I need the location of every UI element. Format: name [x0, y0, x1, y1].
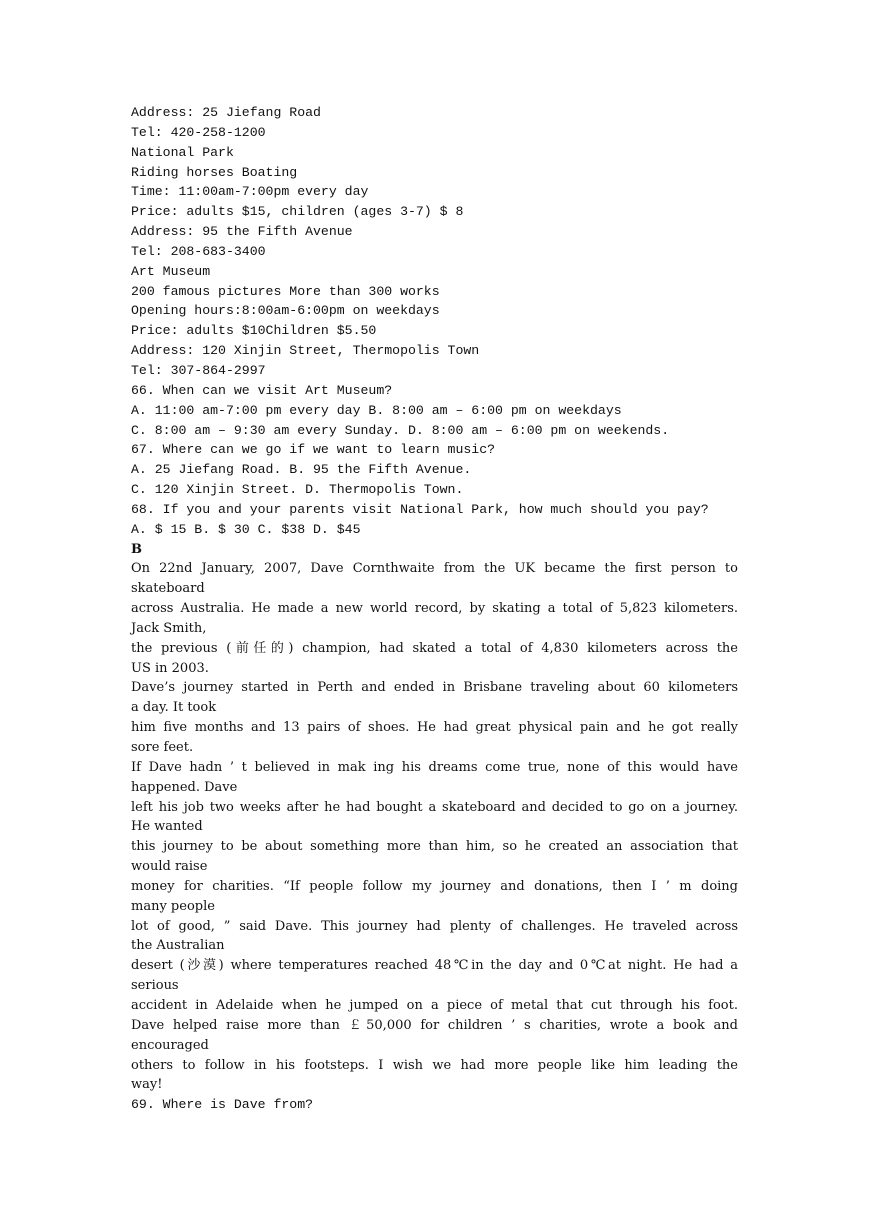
text-line: 68. If you and your parents visit National Park, how much should you pay?	[131, 501, 709, 517]
document-page	[131, 103, 738, 1115]
text-line: left his job two weeks after he had bought a skateboard and decided to go on a journey.	[131, 799, 738, 815]
text-line: Price: adults $10Children $5.50	[131, 323, 377, 339]
text-line: a day. It took	[131, 700, 217, 716]
text-line: Opening hours:8:00am-6:00pm on weekdays	[131, 303, 440, 319]
text-line: way!	[131, 1077, 163, 1093]
section-a-listing	[131, 103, 738, 540]
text-line: A. 25 Jiefang Road. B. 95 the Fifth Avenue.	[131, 462, 472, 478]
text-line: National Park	[131, 144, 234, 160]
text-line: He wanted	[131, 819, 203, 835]
section-b-passage	[131, 559, 738, 1095]
text-line: Address: 25 Jiefang Road	[131, 105, 321, 120]
text-line: Address: 95 the Fifth Avenue	[131, 224, 353, 240]
text-line: serious	[131, 978, 179, 994]
text-line: Price: adults $15, children (ages 3-7) $ 8	[131, 204, 464, 220]
text-line: C. 8:00 am – 9:30 am every Sunday. D. 8:00 am – 6:00 pm on weekends.	[131, 422, 670, 438]
text-line: others to follow in his footsteps. I wish we had more people like him leading the	[131, 1057, 738, 1073]
text-line: the Australian	[131, 938, 225, 954]
text-line: Time: 11:00am-7:00pm every day	[131, 184, 369, 200]
text-line: Jack Smith,	[131, 620, 207, 636]
text-line: Tel: 208-683-3400	[131, 243, 266, 259]
text-line: many people	[131, 898, 215, 914]
text-line: Address: 120 Xinjin Street, Thermopolis Town	[131, 343, 480, 359]
text-line: happened. Dave	[131, 779, 238, 795]
text-line: him five months and 13 pairs of shoes. He had great physical pain and he got really	[131, 720, 738, 736]
text-line: desert (沙漠) where temperatures reached 48℃in the day and 0℃at night. He had a	[131, 958, 738, 974]
text-line: Dave helped raise more than ￡50,000 for children ’ s charities, wrote a book and	[131, 1017, 738, 1033]
text-line: money for charities. “If people follow my journey and donations, then I ’ m doing	[131, 878, 738, 894]
text-line: C. 120 Xinjin Street. D. Thermopolis Town.	[131, 482, 464, 498]
text-line: would raise	[131, 859, 208, 875]
text-line: across Australia. He made a new world record, by skating a total of 5,823 kilometers.	[131, 601, 738, 617]
text-line: sore feet.	[131, 740, 194, 755]
text-line: skateboard	[131, 581, 205, 597]
text-line: Tel: 420-258-1200	[131, 124, 266, 140]
text-line: On 22nd January, 2007, Dave Cornthwaite from the UK became the first person to	[131, 561, 738, 577]
text-line: 66. When can we visit Art Museum?	[131, 382, 393, 398]
text-line: 200 famous pictures More than 300 works	[131, 283, 440, 299]
text-line: Riding horses Boating	[131, 164, 298, 180]
text-line: If Dave hadn ’ t believed in mak ing his dreams come true, none of this would have	[131, 759, 738, 775]
text-line: A. $ 15 B. $ 30 C. $38 D. $45	[131, 521, 361, 537]
text-line: US in 2003.	[131, 660, 209, 676]
text-line: A. 11:00 am-7:00 pm every day B. 8:00 am – 6:00 pm on weekdays	[131, 402, 622, 418]
question-69: 69. Where is Dave from?	[131, 1097, 314, 1113]
text-line: Art Museum	[131, 263, 211, 279]
text-line: lot of good, ” said Dave. This journey had plenty of challenges. He traveled across	[131, 918, 738, 934]
text-line: this journey to be about something more than him, so he created an association that	[131, 839, 738, 855]
text-line: 67. Where can we go if we want to learn music?	[131, 442, 496, 458]
text-line: the previous (前任的) champion, had skated a total of 4,830 kilometers across the	[131, 640, 738, 656]
section-b-heading: B	[131, 541, 142, 557]
text-line: encouraged	[131, 1037, 209, 1053]
text-line: Dave’s journey started in Perth and ended in Brisbane traveling about 60 kilometers	[131, 680, 738, 696]
text-line: Tel: 307-864-2997	[131, 362, 266, 378]
text-line: accident in Adelaide when he jumped on a piece of metal that cut through his foot.	[131, 997, 738, 1013]
